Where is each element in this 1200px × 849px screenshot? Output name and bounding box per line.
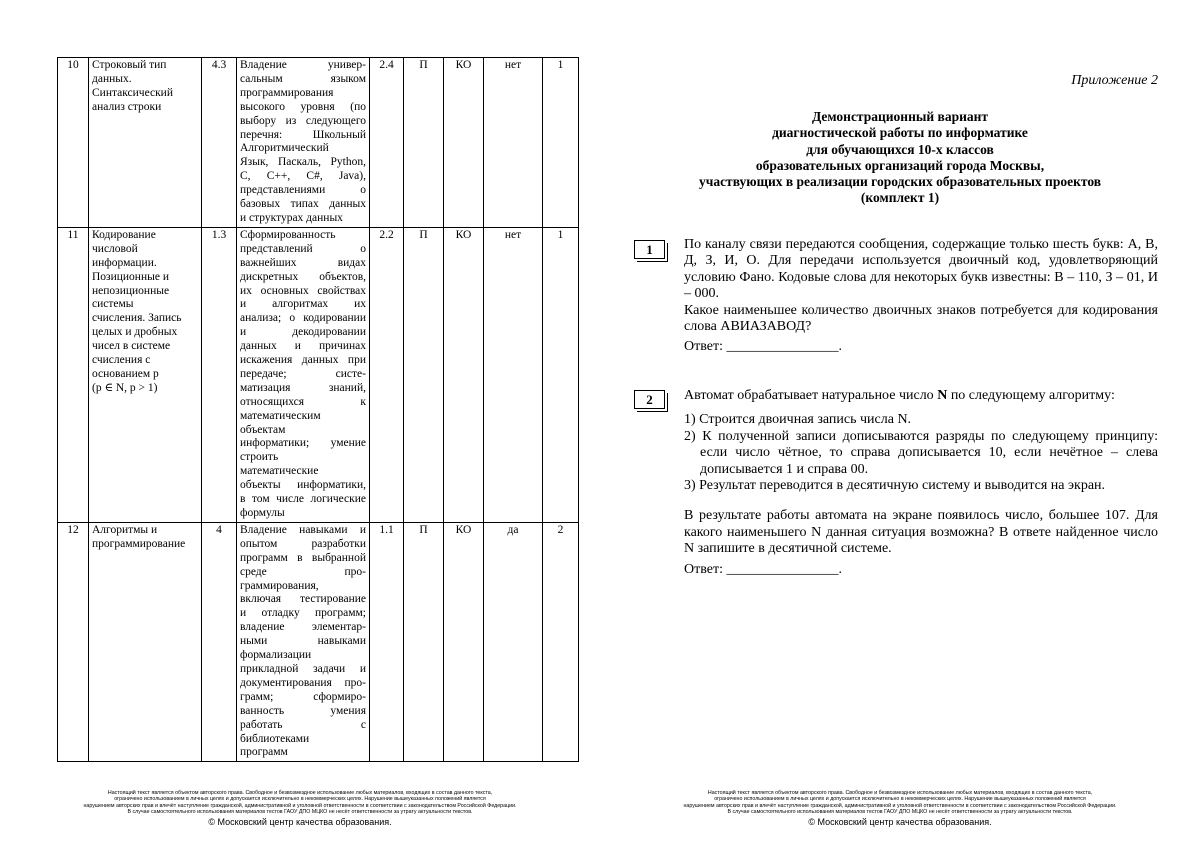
computer-cell: нет: [484, 58, 543, 228]
document-title: [600, 109, 1200, 207]
question-2: [684, 388, 1158, 578]
question-2-number: 2: [634, 390, 665, 409]
requirement-cell-line: прикладной задачи и: [240, 662, 366, 675]
difficulty-cell: П: [404, 227, 444, 522]
footer-line: Настоящий текст является объектом авторского права. Свободное и безвозмездное использование любых материалов, входящих в состав данного текста,: [107, 789, 493, 796]
computer-cell: нет: [484, 227, 543, 522]
requirement-cell-line: Язык, Паскаль, Python,: [240, 156, 366, 169]
specification-table: [57, 57, 579, 762]
requirement-cell-line: данных и причинах: [240, 340, 366, 353]
title-line: для обучающихся 10-х классов: [806, 141, 994, 157]
footer-copyright: © Московский центр качества образования.: [808, 817, 992, 827]
requirement-cell-line: перечня: Школьный: [240, 128, 366, 141]
requirement-cell: [237, 58, 370, 228]
topic-cell-line: основанием p: [92, 367, 159, 380]
question-2-intro: [684, 388, 1158, 404]
requirement-cell-line: граммирования,: [240, 579, 319, 592]
topic-cell-line: Позиционные и: [92, 270, 169, 283]
requirement-cell-line: базовых типах данных: [240, 198, 366, 211]
algorithm-steps: [684, 412, 1158, 494]
table-row: [58, 227, 579, 522]
topic-cell-line: анализ строки: [92, 100, 162, 113]
intro-variable: N: [937, 388, 948, 403]
copyright-footer-right: [600, 790, 1200, 827]
question-1-number: 1: [634, 240, 665, 259]
level-cell: 2.4: [370, 58, 404, 228]
copyright-footer-left: [0, 790, 600, 827]
requirement-cell-line: и декодировании: [240, 326, 366, 339]
requirement-cell-line: выбору из следующего: [240, 114, 366, 127]
footer-line: нарушением авторских прав и влечёт наступление гражданской, административной и уголовной ответственности в соответствии с законодательством Российской Федерации.: [83, 802, 517, 809]
topic-cell-line: счисления с: [92, 354, 151, 367]
requirement-cell-line: и алгоритмах их: [240, 298, 366, 311]
table-body: [58, 58, 579, 762]
points-cell: 1: [543, 227, 579, 522]
topic-cell-line: числовой: [92, 242, 138, 255]
topic-cell-line: данных.: [92, 72, 132, 85]
requirement-cell: [237, 522, 370, 761]
footer-line: ограничено использованием в личных целях и допускается исключительно в некоммерческих целях. Нарушение вышеуказанных положений является: [114, 796, 486, 803]
task-number-cell: 10: [58, 58, 89, 228]
points-cell: 2: [543, 522, 579, 761]
question-1-text: По каналу связи передаются сообщения, содержащие только шесть букв: А, В, Д, З, И, О. Для передачи используется двоичный код, удовлетворяющий условию Фано. Кодовые слова для некоторых букв известны: В – 110, З – 01, И – 000.: [684, 237, 1158, 302]
footer-line: В случае самостоятельного использования материалов тестов ГАОУ ДПО МЦКО не несёт ответственности за утрату актуальности текстов.: [127, 809, 473, 816]
question-1-answer-line: Ответ: ________________.: [684, 339, 842, 355]
footer-line: В случае самостоятельного использования материалов тестов ГАОУ ДПО МЦКО не несёт ответственности за утрату актуальности текстов.: [727, 809, 1073, 816]
title-line: Демонстрационный вариант: [811, 109, 989, 124]
type-cell: КО: [444, 227, 484, 522]
computer-cell: да: [484, 522, 543, 761]
title-line: участвующих в реализации городских образовательных проектов: [698, 174, 1102, 190]
requirement-cell-line: формализации: [240, 649, 312, 662]
requirement-cell-line: Владение навыками и: [240, 523, 366, 536]
level-cell: 1.1: [370, 522, 404, 761]
requirement-cell-line: строить: [240, 451, 279, 464]
type-cell: КО: [444, 522, 484, 761]
requirement-cell-line: ванность умения: [240, 704, 366, 717]
requirement-cell-line: Владение универ-: [240, 59, 366, 71]
topic-cell-line: Строковый тип: [92, 59, 167, 71]
topic-cell-line: целых и дробных: [92, 326, 178, 339]
requirement-cell-line: C, C++, C#, Java),: [240, 170, 366, 183]
question-2-prompt: В результате работы автомата на экране появилось число, большее 107. Для какого наименьшего N данная ситуация возможна? В ответе найденное число N запишите в десятичной системе.: [684, 508, 1158, 557]
requirement-cell-line: относящихся к: [240, 395, 366, 408]
requirement-cell-line: математические: [240, 465, 319, 478]
requirement-cell-line: опытом разработки: [240, 537, 366, 550]
appendix-label: Приложение 2: [1071, 73, 1158, 88]
footer-line: нарушением авторских прав и влечёт наступление гражданской, административной и уголовной ответственности в соответствии с законодательством Российской Федерации.: [683, 802, 1117, 809]
task-number-cell: 12: [58, 522, 89, 761]
code-cell: 4.3: [202, 58, 237, 228]
requirement-cell-line: высокого уровня (по: [240, 100, 366, 113]
requirement-cell-line: владение элементар-: [240, 621, 366, 634]
question-1: [684, 237, 1158, 356]
topic-cell-line: непозиционные: [92, 284, 170, 297]
requirement-cell-line: Сформированность: [240, 228, 336, 241]
topic-cell-line: Кодирование: [92, 228, 156, 241]
requirement-cell-line: ными навыками: [240, 635, 366, 648]
algorithm-step: 1) Строится двоичная запись числа N.: [684, 412, 912, 428]
algorithm-step: 3) Результат переводится в десятичную систему и выводится на экран.: [684, 478, 1106, 494]
question-2-answer-line: Ответ: ________________.: [684, 561, 842, 577]
task-number-cell: 11: [58, 227, 89, 522]
points-cell: 1: [543, 58, 579, 228]
requirement-cell-line: объектам: [240, 423, 286, 436]
requirement-cell-line: передаче; систе-: [240, 367, 366, 380]
table-row: [58, 58, 579, 228]
requirement-cell-line: представлений о: [240, 242, 366, 255]
intro-text: по следующему алгоритму:: [947, 388, 1115, 403]
intro-text: Автомат обрабатывает натуральное число: [684, 388, 938, 403]
topic-cell-line: (p ∈ N, p > 1): [92, 381, 158, 394]
topic-cell-line: счисления. Запись: [92, 312, 182, 325]
requirement-cell: [237, 227, 370, 522]
title-line: образовательных организаций города Москвы,: [755, 157, 1045, 173]
requirement-cell-line: формулы: [240, 507, 285, 519]
topic-cell: [89, 522, 202, 761]
topic-cell-line: системы: [92, 298, 134, 311]
requirement-cell-line: представлениями о: [240, 184, 366, 197]
type-cell: КО: [444, 58, 484, 228]
requirement-cell-line: информатики; умение: [240, 437, 366, 450]
code-cell: 4: [202, 522, 237, 761]
right-page: [600, 0, 1200, 849]
requirement-cell-line: среде про-: [240, 565, 366, 578]
requirement-cell-line: программ: [240, 746, 288, 759]
requirement-cell-line: сальным языком: [240, 72, 366, 85]
code-cell: 1.3: [202, 227, 237, 522]
requirement-cell-line: матизация знаний,: [240, 381, 366, 394]
requirement-cell-line: программ в выбранной: [240, 551, 366, 564]
requirement-cell-line: библиотеками: [240, 732, 310, 745]
topic-cell-line: информации.: [92, 256, 157, 269]
level-cell: 2.2: [370, 227, 404, 522]
requirement-cell-line: работать с: [240, 718, 366, 731]
requirement-cell-line: дискретных объектов,: [240, 270, 366, 283]
requirement-cell-line: Алгоритмический: [240, 142, 329, 155]
algorithm-step: 2) К полученной записи дописываются разряды по следующему принципу: если число чётное, то справа дописывается 10, если нечётное – слева дописывается 1 и справа 00.: [684, 428, 1158, 477]
topic-cell: [89, 58, 202, 228]
topic-cell-line: Синтаксический: [92, 86, 173, 99]
requirement-cell-line: грамм; сформиро-: [240, 690, 366, 703]
topic-cell-line: Алгоритмы и: [92, 523, 158, 536]
requirement-cell-line: программирования: [240, 86, 334, 99]
topic-cell-line: программирование: [92, 537, 186, 550]
requirement-cell-line: и отладку программ;: [240, 607, 366, 620]
requirement-cell-line: в том числе логические: [240, 493, 366, 506]
requirement-cell-line: документирования про-: [240, 676, 366, 689]
requirement-cell-line: включая тестирование: [240, 593, 366, 606]
requirement-cell-line: и структурах данных: [240, 211, 343, 224]
requirement-cell-line: объекты информатики,: [240, 479, 366, 492]
requirement-cell-line: их основных свойствах: [240, 284, 366, 297]
footer-line: ограничено использованием в личных целях и допускается исключительно в некоммерческих целях. Нарушение вышеуказанных положений является: [714, 796, 1086, 803]
requirement-cell-line: математическим: [240, 409, 321, 422]
footer-copyright: © Московский центр качества образования.: [208, 817, 392, 827]
footer-line: Настоящий текст является объектом авторского права. Свободное и безвозмездное использование любых материалов, входящих в состав данного текста,: [707, 789, 1093, 796]
topic-cell: [89, 227, 202, 522]
title-line: (комплект 1): [860, 190, 940, 206]
difficulty-cell: П: [404, 522, 444, 761]
requirement-cell-line: важнейших видах: [240, 256, 366, 269]
difficulty-cell: П: [404, 58, 444, 228]
topic-cell-line: чисел в системе: [92, 340, 171, 353]
question-1-prompt: Какое наименьшее количество двоичных знаков потребуется для кодирования слова АВИАЗАВОД?: [684, 302, 1158, 335]
title-line: диагностической работы по информатике: [772, 125, 1028, 141]
table-row: [58, 522, 579, 761]
requirement-cell-line: искажения данных при: [240, 354, 366, 367]
requirement-cell-line: анализа; о кодировании: [240, 312, 366, 325]
